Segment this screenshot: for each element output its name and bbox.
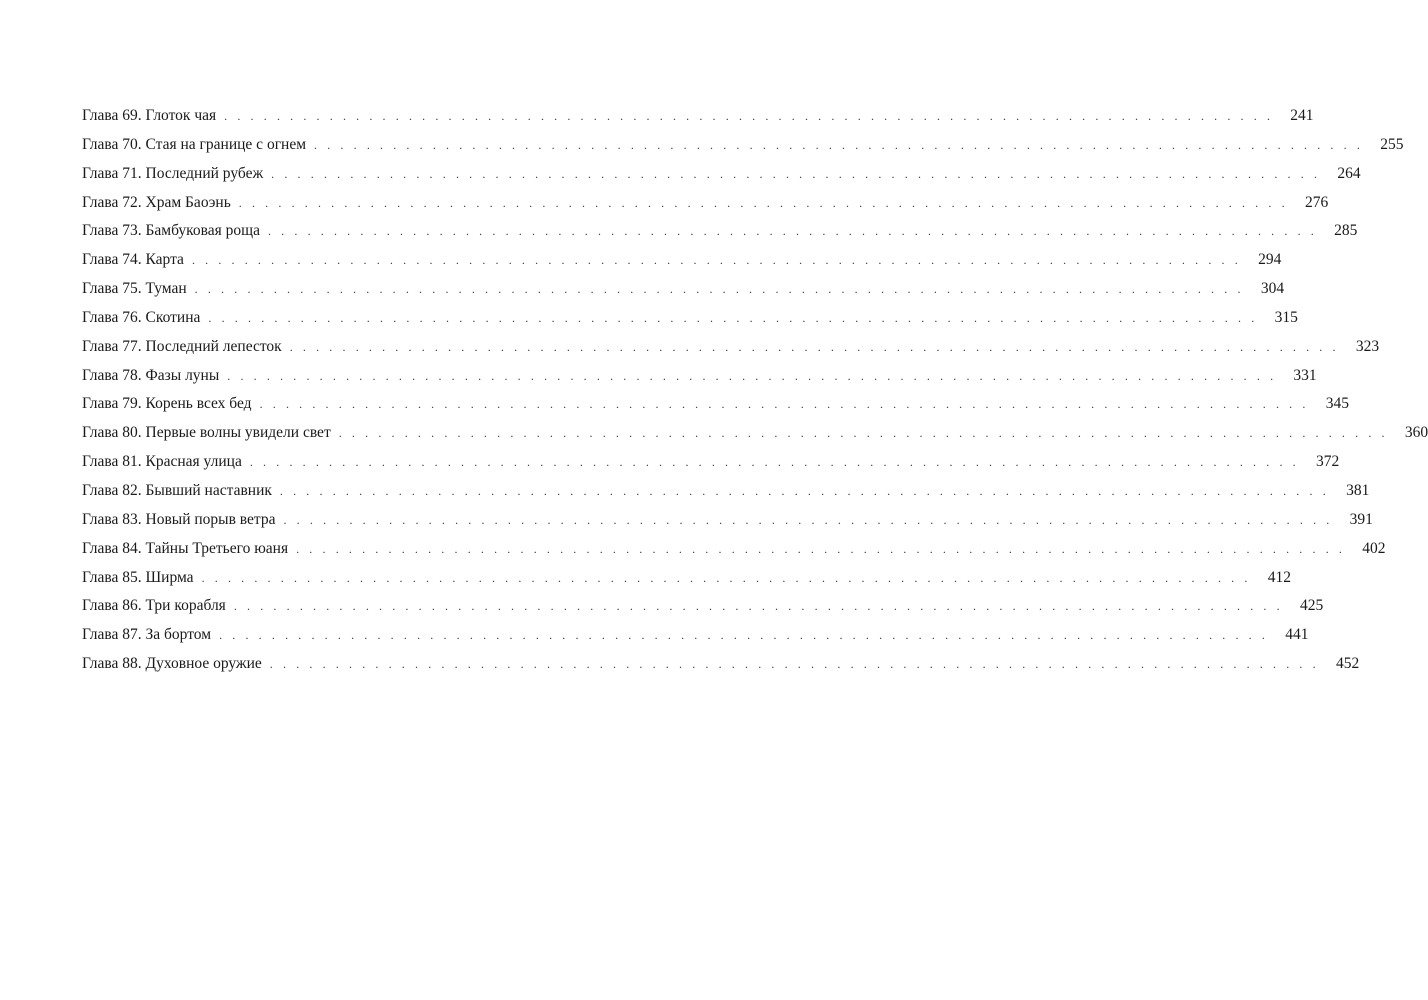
chapter-title: Глава 72. Храм Баоэнь (82, 193, 231, 211)
dot-leader: . . . . . . . . . . . . . . . . . . . . . . . . . . . . . . . . . . . . . . . . . . . . . . . . . . . . . . . . . . . . . . . . . . . . . . . . . . . . . . . . (219, 628, 1269, 643)
chapter-title: Глава 73. Бамбуковая роща (82, 222, 260, 240)
toc-entry (82, 337, 1380, 366)
chapter-title: Глава 84. Тайны Третьего юаня (82, 539, 289, 557)
toc-entry (82, 539, 1386, 568)
dot-leader: . . . . . . . . . . . . . . . . . . . . . . . . . . . . . . . . . . . . . . . . . . . . . . . . . . . . . . . . . . . . . . . . . . . . . . . . . . . . . . . . (289, 339, 1340, 354)
toc-entry (82, 452, 1340, 481)
table-of-contents (82, 106, 1428, 683)
chapter-title: Глава 79. Корень всех бед (82, 395, 252, 413)
page-number: 441 (1285, 626, 1309, 644)
page-number: 425 (1299, 597, 1324, 615)
page-number: 412 (1267, 568, 1291, 586)
chapter-title: Глава 78. Фазы луны (82, 366, 220, 384)
page-number: 345 (1325, 395, 1349, 413)
toc-entry (82, 221, 1358, 250)
toc-entry (82, 279, 1285, 308)
dot-leader: . . . . . . . . . . . . . . . . . . . . . . . . . . . . . . . . . . . . . . . . . . . . . . . . . . . . . . . . . . . . . . . . . . . . . . . . . . . . . . . . (269, 657, 1320, 672)
page-number: 323 (1355, 337, 1380, 355)
dot-leader: . . . . . . . . . . . . . . . . . . . . . . . . . . . . . . . . . . . . . . . . . . . . . . . . . . . . . . . . . . . . . . . . . . . . . . . . . . . . . . . . (208, 310, 1258, 325)
dot-leader: . . . . . . . . . . . . . . . . . . . . . . . . . . . . . . . . . . . . . . . . . . . . . . . . . . . . . . . . . . . . . . . . . . . . . . . . . . . . . . . . (279, 483, 1330, 498)
dot-leader: . . . . . . . . . . . . . . . . . . . . . . . . . . . . . . . . . . . . . . . . . . . . . . . . . . . . . . . . . . . . . . . . . . . . . . . . . . . . . . . . (314, 137, 1364, 152)
page-number: 381 (1346, 481, 1370, 499)
chapter-title: Глава 71. Последний рубеж (82, 164, 264, 182)
toc-entry (82, 625, 1309, 654)
dot-leader: . . . . . . . . . . . . . . . . . . . . . . . . . . . . . . . . . . . . . . . . . . . . . . . . . . . . . . . . . . . . . . . . . . . . . . . . . . . . . . . . (267, 224, 1318, 239)
dot-leader: . . . . . . . . . . . . . . . . . . . . . . . . . . . . . . . . . . . . . . . . . . . . . . . . . . . . . . . . . . . . . . . . . . . . . . . . . . . . . . . . (224, 109, 1274, 123)
dot-leader: . . . . . . . . . . . . . . . . . . . . . . . . . . . . . . . . . . . . . . . . . . . . . . . . . . . . . . . . . . . . . . . . . . . . . . . . . . . . . . . . (191, 253, 1242, 268)
page-number: 285 (1334, 222, 1358, 240)
toc-entry (82, 654, 1360, 683)
chapter-title: Глава 86. Три корабля (82, 597, 226, 615)
dot-leader: . . . . . . . . . . . . . . . . . . . . . . . . . . . . . . . . . . . . . . . . . . . . . . . . . . . . . . . . . . . . . . . . . . . . . . . . . . . . . . . . (194, 282, 1245, 297)
chapter-title: Глава 75. Туман (82, 280, 187, 298)
dot-leader: . . . . . . . . . . . . . . . . . . . . . . . . . . . . . . . . . . . . . . . . . . . . . . . . . . . . . . . . . . . . . . . . . . . . . . . . . . . . . . . . (283, 512, 1333, 527)
toc-entry (82, 106, 1314, 135)
chapter-title: Глава 77. Последний лепесток (82, 337, 282, 355)
dot-leader: . . . . . . . . . . . . . . . . . . . . . . . . . . . . . . . . . . . . . . . . . . . . . . . . . . . . . . . . . . . . . . . . . . . . . . . . . . . . . . . . (233, 599, 1284, 614)
toc-entry (82, 596, 1324, 625)
page-number: 452 (1335, 655, 1360, 673)
page-number: 264 (1337, 164, 1361, 182)
toc-entry (82, 394, 1349, 423)
chapter-title: Глава 70. Стая на границе с огнем (82, 135, 307, 153)
chapter-title: Глава 87. За бортом (82, 626, 212, 644)
toc-entry (82, 193, 1329, 222)
page-number: 276 (1304, 193, 1329, 211)
chapter-title: Глава 74. Карта (82, 251, 184, 269)
page-number: 315 (1274, 308, 1298, 326)
chapter-title: Глава 69. Глоток чая (82, 107, 217, 124)
dot-leader: . . . . . . . . . . . . . . . . . . . . . . . . . . . . . . . . . . . . . . . . . . . . . . . . . . . . . . . . . . . . . . . . . . . . . . . . . . . . . . . . (296, 541, 1346, 556)
page-number: 402 (1362, 539, 1386, 557)
page-number: 294 (1258, 251, 1282, 269)
toc-entry (82, 568, 1291, 597)
dot-leader: . . . . . . . . . . . . . . . . . . . . . . . . . . . . . . . . . . . . . . . . . . . . . . . . . . . . . . . . . . . . . . . . . . . . . . . . . . . . . . . . (249, 455, 1300, 470)
toc-entry (82, 250, 1282, 279)
dot-leader: . . . . . . . . . . . . . . . . . . . . . . . . . . . . . . . . . . . . . . . . . . . . . . . . . . . . . . . . . . . . . . . . . . . . . . . . . . . . . . . . (338, 426, 1389, 441)
page-number: 360 (1404, 424, 1428, 442)
chapter-title: Глава 83. Новый порыв ветра (82, 510, 276, 528)
dot-leader: . . . . . . . . . . . . . . . . . . . . . . . . . . . . . . . . . . . . . . . . . . . . . . . . . . . . . . . . . . . . . . . . . . . . . . . . . . . . . . . . (201, 570, 1251, 585)
dot-leader: . . . . . . . . . . . . . . . . . . . . . . . . . . . . . . . . . . . . . . . . . . . . . . . . . . . . . . . . . . . . . . . . . . . . . . . . . . . . . . . . (227, 368, 1277, 383)
page-number: 304 (1260, 280, 1285, 298)
page-number: 391 (1349, 510, 1373, 528)
chapter-title: Глава 81. Красная улица (82, 453, 242, 471)
toc-entry (82, 308, 1298, 337)
toc-entry (82, 510, 1373, 539)
page-number: 372 (1316, 453, 1340, 471)
dot-leader: . . . . . . . . . . . . . . . . . . . . . . . . . . . . . . . . . . . . . . . . . . . . . . . . . . . . . . . . . . . . . . . . . . . . . . . . . . . . . . . . (271, 166, 1321, 181)
toc-entry (82, 481, 1370, 510)
page-number: 255 (1380, 135, 1404, 153)
toc-entry (82, 164, 1361, 193)
chapter-title: Глава 76. Скотина (82, 308, 201, 326)
page-number: 331 (1293, 366, 1317, 384)
toc-entry (82, 366, 1317, 395)
chapter-title: Глава 88. Духовное оружие (82, 655, 262, 673)
dot-leader: . . . . . . . . . . . . . . . . . . . . . . . . . . . . . . . . . . . . . . . . . . . . . . . . . . . . . . . . . . . . . . . . . . . . . . . . . . . . . . . . (259, 397, 1309, 412)
chapter-title: Глава 82. Бывший наставник (82, 481, 272, 499)
dot-leader: . . . . . . . . . . . . . . . . . . . . . . . . . . . . . . . . . . . . . . . . . . . . . . . . . . . . . . . . . . . . . . . . . . . . . . . . . . . . . . . . (238, 195, 1289, 210)
toc-entry (82, 423, 1428, 452)
page-number: 241 (1290, 107, 1314, 124)
chapter-title: Глава 85. Ширма (82, 568, 194, 586)
chapter-title: Глава 80. Первые волны увидели свет (82, 424, 331, 442)
toc-entry (82, 135, 1404, 164)
